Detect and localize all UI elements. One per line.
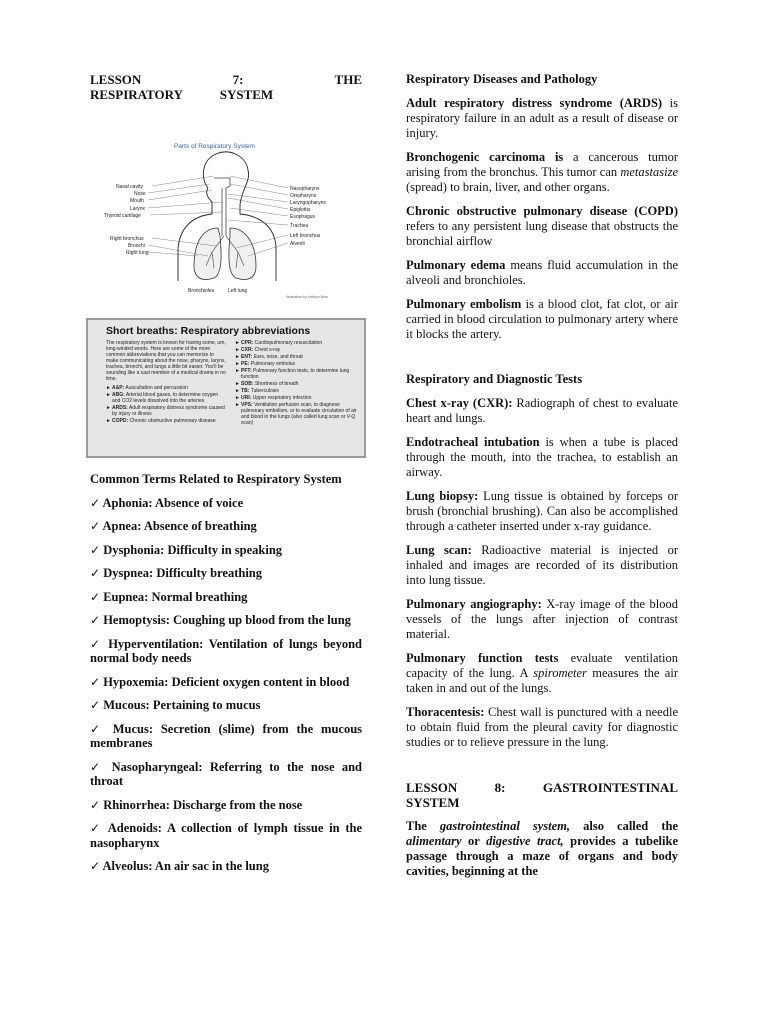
- test-entry: Chest x-ray (CXR): Radiograph of chest to evaluate heart and lungs.: [406, 396, 678, 425]
- term-item: ✓ Dyspnea: Difficulty breathing: [90, 566, 262, 580]
- abbr-item: ► SOB: Shortness of breath: [235, 381, 299, 387]
- label-esophagus: Esophagus: [290, 214, 316, 220]
- label-mouth: Mouth: [130, 198, 144, 204]
- label-nasal-cavity: Nasal cavity: [116, 184, 143, 190]
- abbr-item: ► CXR: Chest x-ray: [235, 347, 281, 353]
- label-right-bronchus: Right bronchus: [110, 236, 144, 242]
- term-item: ✓ Hyperventilation: Ventilation of lungs beyond normal body needs: [90, 636, 363, 665]
- tests-heading: Respiratory and Diagnostic Tests: [406, 372, 583, 386]
- term-item: ✓ Alveolus: An air sac in the lung: [90, 859, 269, 873]
- abbr-item: ► CPR: Cardiopulmonary resuscitation: [235, 340, 323, 346]
- term-item: ✓ Apnea: Absence of breathing: [90, 519, 257, 533]
- label-bronchi: Bronchi: [128, 243, 145, 249]
- abbreviations-box: [86, 318, 366, 458]
- label-epiglottis: Epiglottis: [290, 207, 311, 213]
- lesson-8-intro: The gastrointestinal system, also called the alimentary or digestive tract, provides a tubelike passage through a maze of organs and body cavities, beginning at the: [406, 819, 679, 878]
- abbreviations-left-column: [106, 340, 227, 427]
- label-nose: Nose: [134, 191, 146, 197]
- abbr-item: ► TB: Tuberculosis: [235, 388, 279, 394]
- term-item: ✓ Hypoxemia: Deficient oxygen content in blood: [90, 674, 350, 689]
- label-left-bronchus: Left bronchus: [290, 233, 321, 239]
- abbreviations-right-column: [235, 340, 358, 427]
- disease-entry: Pulmonary edema means fluid accumulation in the alveoli and bronchioles.: [406, 258, 679, 287]
- common-terms-heading: Common Terms Related to Respiratory System: [90, 472, 342, 486]
- abbr-item: ► ENT: Ears, nose, and throat: [235, 354, 303, 360]
- disease-entry: Bronchogenic carcinoma is a cancerous tumor arising from the bronchus. This tumor can metastasize (spread) to brain, liver, and other organs.: [406, 150, 678, 194]
- diagram-title: Parts of Respiratory System: [174, 143, 255, 150]
- term-item: ✓ Aphonia: Absence of voice: [90, 495, 244, 510]
- test-entry: Thoracentesis: Chest wall is punctured with a needle to obtain fluid from the pleural cavity for diagnostic studies or to relieve pressure in the lung.: [406, 705, 678, 749]
- lesson-7-title: LESSON 7: THE RESPIRATORY SYSTEM: [90, 72, 362, 102]
- abbr-item: ► ABG: Arterial blood gases, to determine oxygen and CO2 levels dissolved into the arteries: [106, 392, 219, 404]
- label-right-lung: Right lung: [126, 250, 149, 256]
- label-left-lung: Left lung: [228, 288, 248, 294]
- left-column: [90, 72, 362, 874]
- label-nasopharynx: Nasopharynx: [290, 186, 320, 192]
- term-item: ✓ Dysphonia: Difficulty in speaking: [90, 542, 283, 557]
- label-thyroid-cartilage: Thyroid cartilage: [104, 213, 141, 219]
- term-item: ✓ Mucus: Secretion (slime) from the mucous membranes: [90, 721, 363, 750]
- term-item: ✓ Adenoids: A collection of lymph tissue in the nasopharynx: [90, 821, 363, 850]
- respiratory-diagram-svg: [90, 116, 362, 304]
- right-column: [406, 72, 678, 879]
- test-entry: Lung biopsy: Lung tissue is obtained by forceps or brush (bronchial brushing). Can also be accomplished through a catheter inserted under x-ray guidance.: [406, 489, 678, 533]
- disease-entry: Chronic obstructive pulmonary disease (COPD) refers to any persistent lung disease that obstructs the bronchial airflow: [406, 204, 678, 248]
- test-entry: Lung scan: Radioactive material is injected or inhaled and images are recorded of its distribution into lung tissue.: [406, 543, 678, 587]
- abbreviations-columns: [88, 340, 364, 427]
- abbreviations-title: Short breaths: Respiratory abbreviations: [106, 325, 311, 337]
- respiratory-diagram: [90, 116, 362, 304]
- label-orepharynx: Orepharynx: [290, 193, 317, 199]
- abbr-item: ► COPD: Chronic obstructive pulmonary disease: [106, 418, 216, 424]
- disease-entry: Pulmonary embolism is a blood clot, fat clot, or air carried in blood circulation to pulmonary artery where it blocks the artery.: [406, 297, 678, 341]
- term-item: ✓ Hemoptysis: Coughing up blood from the lung: [90, 613, 351, 627]
- term-item: ✓ Eupnea: Normal breathing: [90, 589, 248, 604]
- abbr-item: ► PE: Pulmonary embolus: [235, 361, 295, 367]
- lesson-8-title: LESSON 8: GASTROINTESTINAL SYSTEM: [406, 780, 678, 810]
- abbr-item: ► A&P: Auscultation and percussion: [106, 385, 188, 391]
- abbreviations-intro: The respiratory system is known for having some, um, long-winded words. Here are some of the more common abbreviations that you can memorize to make communicating about the nose, pharynx, larynx, trachea, bronchi, and lungs a little bit easier. You'll be sounding like a cast member of a medical drama in no time.: [106, 340, 226, 382]
- label-alveoli: Alveoli: [290, 241, 305, 247]
- abbr-item: ► URI: Upper respiratory infection: [235, 395, 312, 401]
- label-trachea: Trachea: [290, 223, 309, 229]
- abbr-item: ► ARDS: Adult respiratory distress syndrome caused by injury or illness: [106, 405, 225, 417]
- test-entry: Pulmonary angiography: X-ray image of the blood vessels of the lungs after injection of contrast material.: [406, 597, 678, 641]
- label-bronchioles: Bronchioles: [188, 288, 215, 294]
- label-laryngopharynx: Laryngopharynx: [290, 200, 326, 206]
- term-item: ✓ Nasopharyngeal: Referring to the nose and throat: [90, 759, 362, 788]
- label-larynx: Larynx: [130, 206, 146, 212]
- term-item: ✓ Mucous: Pertaining to mucus: [90, 698, 261, 712]
- abbr-item: ► PFT: Pulmonary function tests, to determine lung function: [235, 368, 350, 380]
- diagram-credit: Illustration by Kathryn Born: [286, 295, 329, 299]
- disease-entry: Adult respiratory distress syndrome (ARDS) is respiratory failure in an adult as a result of disease or injury.: [406, 96, 678, 140]
- term-item: ✓ Rhinorrhea: Discharge from the nose: [90, 797, 303, 812]
- test-entry: Pulmonary function tests evaluate ventilation capacity of the lung. A spirometer measures the air taken in and out of the lungs.: [406, 651, 678, 695]
- abbr-item: ► VPS: Ventilation perfusion scan, to diagnose pulmonary embolism, or to evaluate circulation of air and blood in the lungs (also called lung scan or V-Q scan): [235, 402, 357, 426]
- diseases-heading: Respiratory Diseases and Pathology: [406, 72, 598, 86]
- test-entry: Endotracheal intubation is when a tube is placed through the mouth, into the trachea, to establish an airway.: [406, 435, 678, 479]
